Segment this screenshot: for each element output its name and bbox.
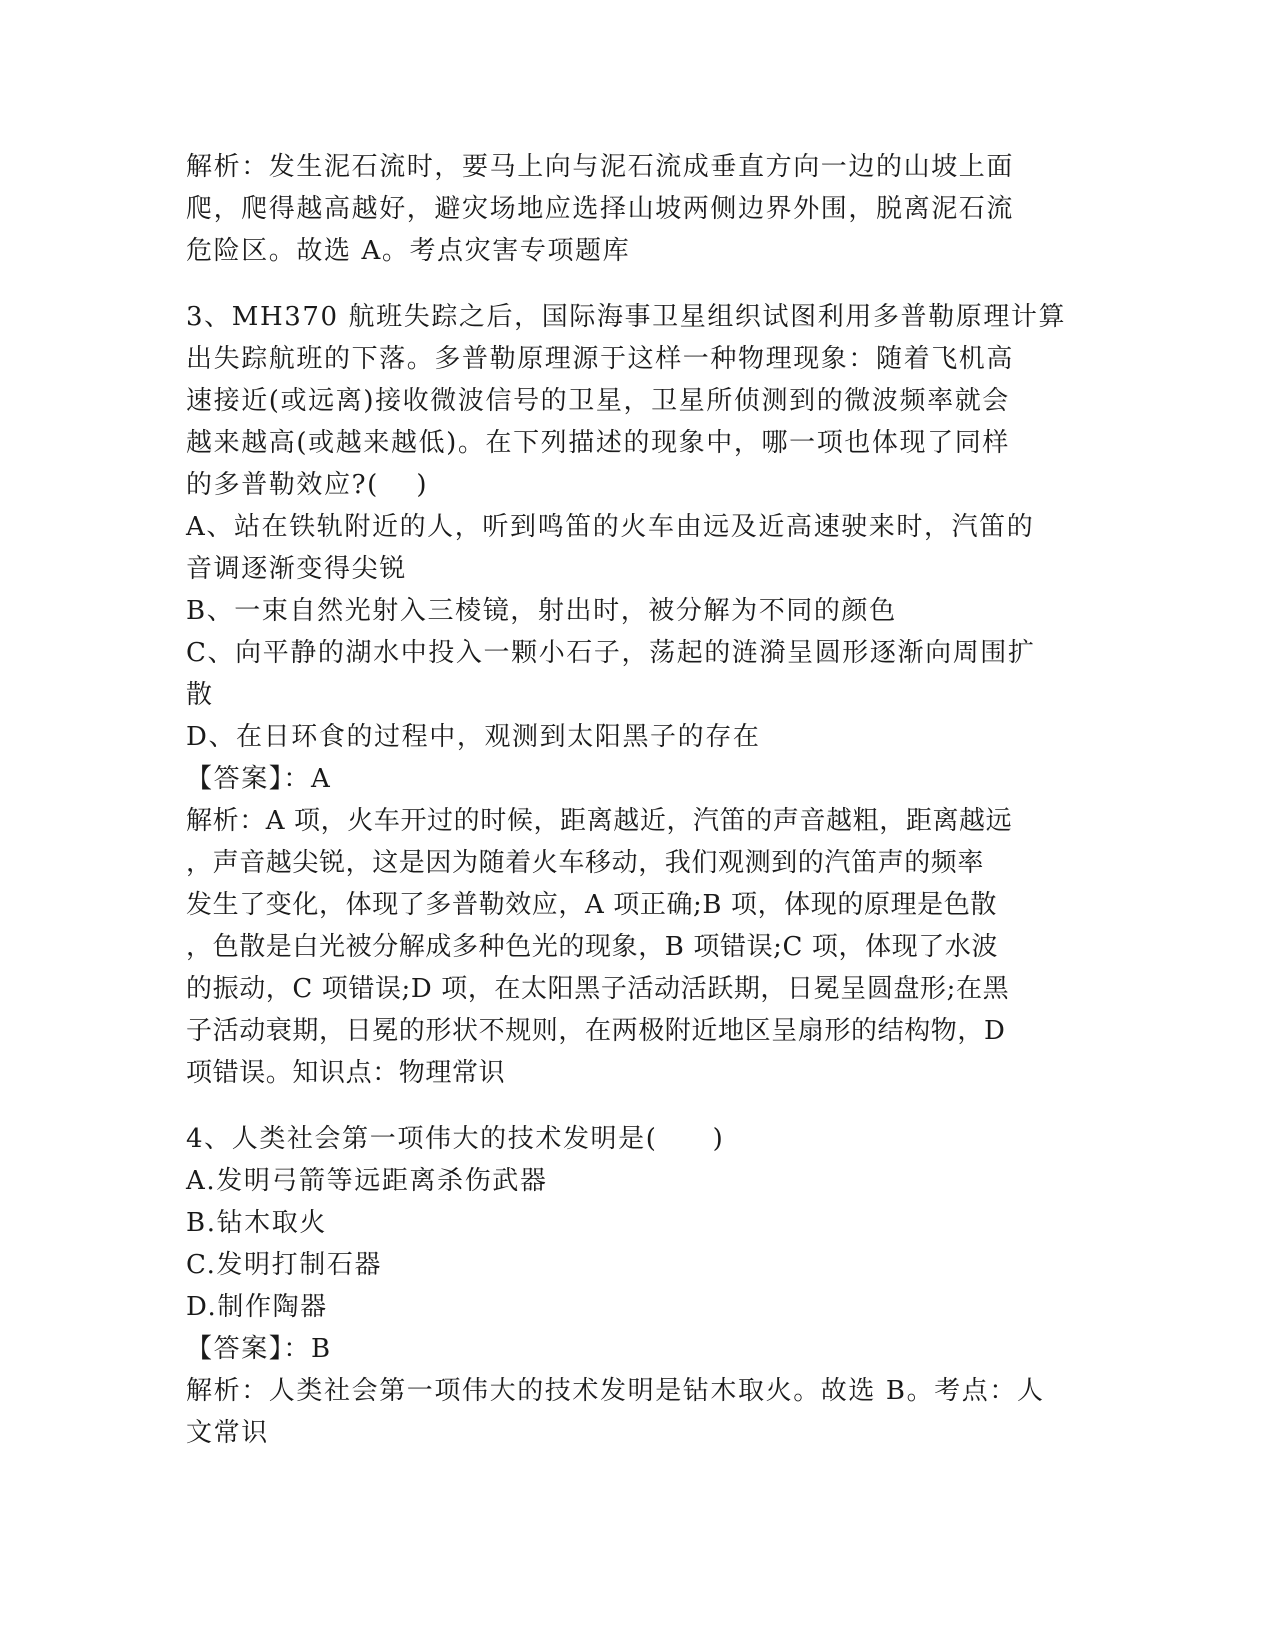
q4-answer: 【答案】：B [186,1334,332,1364]
option-a-cont: 音调逐渐变得尖锐 [186,554,407,584]
q3-options [186,506,1086,758]
q3-analysis [186,800,1086,1094]
option-d: D、在日环食的过程中，观测到太阳黑子的存在 [186,722,761,752]
text-line: 文常识 [186,1418,269,1448]
text-line: 速接近(或远离)接收微波信号的卫星，卫星所侦测到的微波频率就会 [186,386,1010,416]
q4-stem: 4、人类社会第一项伟大的技术发明是( ) [186,1124,725,1154]
option-c: C、向平静的湖水中投入一颗小石子，荡起的涟漪呈圆形逐渐向周围扩 [186,638,1036,668]
text-line: 项错误。知识点：物理常识 [186,1058,506,1088]
option-c-cont: 散 [186,680,214,710]
text-line: 危险区。故选 A。考点灾害专项题库 [186,236,631,266]
text-line: 解析：人类社会第一项伟大的技术发明是钻木取火。故选 B。考点：人 [186,1376,1045,1406]
question-4 [186,1118,1086,1454]
text-line: ，色散是白光被分解成多种色光的现象，B 项错误;C 项，体现了水波 [186,932,999,962]
page-content [186,146,1086,1454]
option-d: D.制作陶器 [186,1292,328,1322]
option-a: A、站在铁轨附近的人，听到鸣笛的火车由远及近高速驶来时，汽笛的 [186,512,1035,542]
text-line: 越来越高(或越来越低)。在下列描述的现象中，哪一项也体现了同样 [186,428,1010,458]
text-line: 3、MH370 航班失踪之后，国际海事卫星组织试图利用多普勒原理计算 [186,302,1067,332]
text-line: 的振动，C 项错误;D 项，在太阳黑子活动活跃期，日冕呈圆盘形;在黑 [186,974,1010,1004]
text-line: 出失踪航班的下落。多普勒原理源于这样一种物理现象：随着飞机高 [186,344,1015,374]
option-b: B、一束自然光射入三棱镜，射出时，被分解为不同的颜色 [186,596,897,626]
text-line: 子活动衰期，日冕的形状不规则，在两极附近地区呈扇形的结构物，D [186,1016,1006,1046]
text-line: 的多普勒效应?( ) [186,470,429,500]
text-line: ，声音越尖锐，这是因为随着火车移动，我们观测到的汽笛声的频率 [186,848,985,878]
text-line: 发生了变化，体现了多普勒效应，A 项正确;B 项，体现的原理是色散 [186,890,997,920]
text-line: 解析：A 项，火车开过的时候，距离越近，汽笛的声音越粗，距离越远 [186,806,1013,836]
text-line: 解析：发生泥石流时，要马上向与泥石流成垂直方向一边的山坡上面 [186,152,1015,182]
q2-analysis [186,146,1086,272]
q4-options [186,1160,1086,1328]
option-c: C.发明打制石器 [186,1250,383,1280]
text-line: 爬，爬得越高越好，避灾场地应选择山坡两侧边界外围，脱离泥石流 [186,194,1015,224]
q3-stem [186,296,1086,506]
option-b: B.钻木取火 [186,1208,327,1238]
q3-answer: 【答案】：A [186,764,332,794]
option-a: A.发明弓箭等远距离杀伤武器 [186,1166,548,1196]
question-3 [186,296,1086,1094]
q4-analysis [186,1370,1086,1454]
